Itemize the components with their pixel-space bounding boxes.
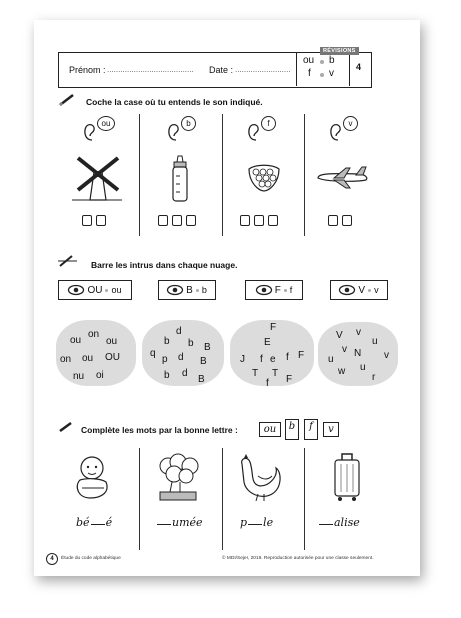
cloud-letter[interactable]: oi <box>96 370 104 381</box>
column-divider <box>222 448 223 550</box>
header-divider <box>349 53 350 86</box>
hen-icon <box>236 454 282 502</box>
blank-slot[interactable] <box>91 524 105 525</box>
ear-icon <box>246 122 260 142</box>
section-badge: RÉVISIONS <box>320 47 359 55</box>
cloud-letter[interactable]: F <box>270 322 277 333</box>
eye-icon <box>167 285 183 295</box>
cloud-letter[interactable]: v <box>384 350 389 361</box>
sound-bubble: f <box>261 116 276 131</box>
smoke-icon <box>150 454 210 502</box>
cloud-letter[interactable]: w <box>338 366 346 377</box>
eye-icon <box>68 285 84 295</box>
word-part: p <box>240 516 248 529</box>
cloud-letter[interactable]: v <box>342 344 347 355</box>
word-2 <box>156 516 203 529</box>
check-box[interactable] <box>268 215 278 226</box>
model-upper: V <box>358 284 366 296</box>
check-box[interactable] <box>172 215 182 226</box>
cloud-letter[interactable]: f <box>266 378 269 389</box>
ear-icon <box>166 122 180 142</box>
sound-v: v <box>329 68 334 79</box>
cloud-letter[interactable]: V <box>336 330 343 341</box>
word-part: alise <box>334 516 360 529</box>
cloud-letter[interactable]: B <box>200 356 207 367</box>
sound-b: b <box>329 55 335 66</box>
letter-choice: ou <box>259 422 281 437</box>
eye-icon <box>256 285 272 295</box>
cloud-letter[interactable]: N <box>354 348 362 359</box>
first-name-label: Prénom : <box>69 65 106 75</box>
header-divider <box>296 53 297 86</box>
letter-choice: f <box>304 419 318 440</box>
cloud-letter[interactable]: d <box>176 326 182 337</box>
cloud-letter[interactable]: v <box>356 327 361 338</box>
eye-icon <box>339 285 355 295</box>
column-divider <box>304 114 305 236</box>
pencil-icon <box>58 421 74 433</box>
first-name-field[interactable]: ....................................... <box>107 65 194 74</box>
word-part: le <box>263 516 274 529</box>
cloud-letter[interactable]: F <box>298 350 305 361</box>
check-box[interactable] <box>342 215 352 226</box>
check-box[interactable] <box>240 215 250 226</box>
worksheet-page <box>34 20 420 576</box>
pencil-icon <box>58 93 76 107</box>
column-divider <box>139 448 140 550</box>
word-4 <box>318 516 360 529</box>
suitcase-icon <box>332 452 362 502</box>
model-lower: ou <box>111 285 122 295</box>
cloud-letter[interactable]: p <box>162 354 168 365</box>
footer-page-number: 4 <box>46 553 58 565</box>
model-box <box>158 280 216 300</box>
blank-slot[interactable] <box>157 524 171 525</box>
header-box <box>58 52 372 88</box>
model-upper: B <box>186 284 193 296</box>
cloud-letter[interactable]: d <box>182 368 188 379</box>
check-box[interactable] <box>328 215 338 226</box>
column-divider <box>222 114 223 236</box>
windmill-icon <box>72 150 122 202</box>
ear-icon <box>328 122 342 142</box>
sound-bubble: ou <box>97 116 115 131</box>
ear-icon <box>82 122 96 142</box>
word-3 <box>240 516 273 529</box>
cloud-letter[interactable]: OU <box>105 352 120 363</box>
model-box <box>245 280 303 300</box>
instruction-3: Complète les mots par la bonne lettre : <box>81 425 238 435</box>
sound-ou: ou <box>303 55 315 66</box>
cloud-letter[interactable]: on <box>88 329 100 340</box>
instruction-2: Barre les intrus dans chaque nuage. <box>91 260 238 270</box>
dot-icon <box>368 289 371 292</box>
cloud-letter[interactable]: e <box>270 354 276 365</box>
dot-icon <box>105 289 108 292</box>
check-box[interactable] <box>96 215 106 226</box>
cloud-letter[interactable]: d <box>178 352 184 363</box>
date-label: Date : <box>209 65 234 75</box>
check-box[interactable] <box>158 215 168 226</box>
check-box[interactable] <box>254 215 264 226</box>
word-1 <box>76 516 112 529</box>
cloud-letter[interactable]: F <box>286 374 293 385</box>
cloud-letter[interactable]: r <box>372 372 376 383</box>
model-lower: f <box>289 285 293 295</box>
instruction-1: Coche la case où tu entends le son indiqué. <box>86 97 263 107</box>
dot-icon <box>320 60 324 64</box>
check-box[interactable] <box>82 215 92 226</box>
baby-bottle-icon <box>170 156 190 204</box>
footer-left-text: Étude du code alphabétique <box>61 556 121 561</box>
cloud-letter[interactable]: u <box>360 362 366 373</box>
letter-choice: v <box>323 422 339 437</box>
cloud-letter[interactable]: f <box>286 352 289 363</box>
cloud-letter[interactable]: ou <box>106 336 118 347</box>
dot-icon <box>196 289 199 292</box>
cloud-letter[interactable]: nu <box>73 371 85 382</box>
cloud-letter[interactable]: E <box>264 337 271 348</box>
model-lower: b <box>201 285 207 295</box>
raspberry-icon <box>247 161 281 193</box>
page-number-badge: 4 <box>356 62 362 72</box>
model-lower: v <box>374 285 379 295</box>
blank-slot[interactable] <box>248 524 262 525</box>
airplane-icon <box>316 166 370 190</box>
baby-icon <box>70 454 118 502</box>
cloud-letter[interactable]: u <box>372 336 378 347</box>
column-divider <box>139 114 140 236</box>
word-part: é <box>105 516 113 529</box>
blank-slot[interactable] <box>319 524 333 525</box>
column-divider <box>304 448 305 550</box>
cloud-letter[interactable]: f <box>260 354 263 365</box>
cloud-letter[interactable]: b <box>164 370 170 381</box>
cloud-letter[interactable]: b <box>164 336 170 347</box>
cloud-letter[interactable]: u <box>328 354 334 365</box>
cloud-letter[interactable]: T <box>272 368 279 379</box>
sound-bubble: b <box>181 116 196 131</box>
cloud-letter[interactable]: ou <box>70 335 82 346</box>
footer-copyright: © MDI/Sejer, 2019. Reproduction autorisée pour une classe seulement. <box>222 556 374 561</box>
model-upper: F <box>274 284 281 296</box>
cloud-letter[interactable]: J <box>240 354 245 365</box>
sound-bubble: v <box>343 116 358 131</box>
cloud-letter[interactable]: B <box>204 342 211 353</box>
word-part: bé <box>76 516 90 529</box>
dot-icon <box>284 289 287 292</box>
model-box <box>58 280 132 300</box>
dot-icon <box>320 73 324 77</box>
word-part: umée <box>172 516 203 529</box>
cloud-letter[interactable]: b <box>188 338 194 349</box>
model-upper: OU <box>87 284 103 296</box>
pen-strike-icon <box>58 254 78 268</box>
model-box <box>330 280 388 300</box>
sound-f: f <box>308 68 311 79</box>
cloud-letter[interactable]: ou <box>82 353 94 364</box>
cloud-letter[interactable]: on <box>60 354 72 365</box>
check-box[interactable] <box>186 215 196 226</box>
cloud-letter[interactable]: B <box>198 374 205 385</box>
cloud-letter[interactable]: q <box>150 348 156 359</box>
cloud-letter[interactable]: T <box>252 368 259 379</box>
letter-choice: b <box>285 419 299 440</box>
date-field[interactable]: ......................... <box>235 65 291 74</box>
